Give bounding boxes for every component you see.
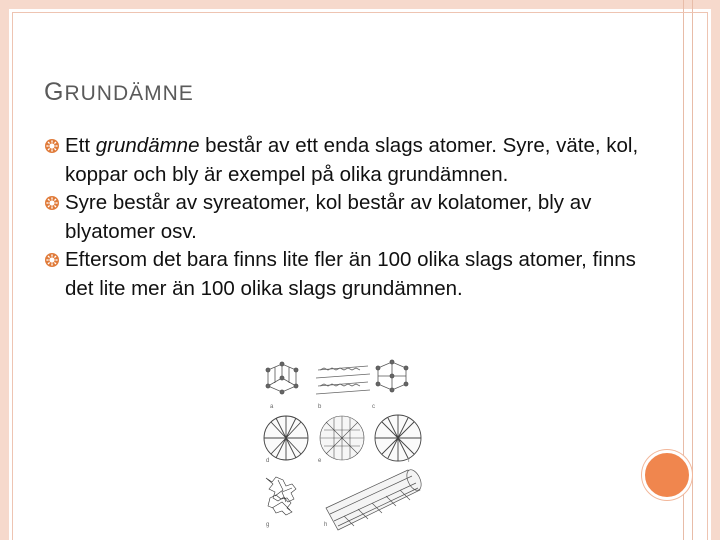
fullerene-e — [320, 416, 364, 460]
figure-label-a: a — [270, 404, 274, 410]
bullet-2-text: Syre består av syreatomer, kol består av kolatomer, bly av blyatomer osv. — [65, 191, 592, 243]
bullet-1-emphasis: grundämne — [95, 134, 200, 157]
carbon-nanotube — [326, 467, 424, 530]
sun-bullet-icon — [44, 138, 60, 154]
sun-bullet-icon — [44, 252, 60, 268]
graphite-structure — [316, 366, 370, 394]
bullet-item-1 — [44, 132, 664, 189]
figure-label-h: h — [324, 522, 328, 528]
bullet-item-3 — [44, 246, 664, 303]
figure-label-g: g — [266, 522, 270, 528]
bullet-1-suffix: består av ett enda slags atomer. Syre, väte, kol, koppar och bly är exempel på olika grundämnen. — [65, 134, 639, 186]
bullet-item-2 — [44, 189, 664, 246]
bullet-3-text: Eftersom det bara finns lite fler än 100 olika slags atomer, finns det lite mer än 100 olika slags grundämnen. — [65, 248, 636, 300]
decorative-orange-circle — [642, 450, 692, 500]
figure-label-b: b — [318, 404, 322, 410]
bullet-1-prefix: Ett — [65, 134, 96, 157]
lonsdaleite-structure — [376, 360, 408, 392]
amorphous-carbon — [266, 477, 296, 515]
slide-title — [44, 78, 194, 107]
bullet-list — [44, 132, 664, 303]
fullerene-d — [264, 416, 308, 460]
title-initial: G — [44, 78, 65, 106]
diamond-structure — [266, 362, 298, 394]
figure-label-c: c — [372, 404, 375, 410]
sun-bullet-icon — [44, 195, 60, 211]
carbon-allotropes-figure — [258, 358, 430, 540]
fullerene-f — [375, 415, 421, 461]
figure-label-d: d — [266, 458, 270, 464]
title-rest: RUNDÄMNE — [64, 82, 194, 105]
figure-label-f: f — [408, 458, 410, 464]
figure-label-e: e — [318, 458, 322, 464]
